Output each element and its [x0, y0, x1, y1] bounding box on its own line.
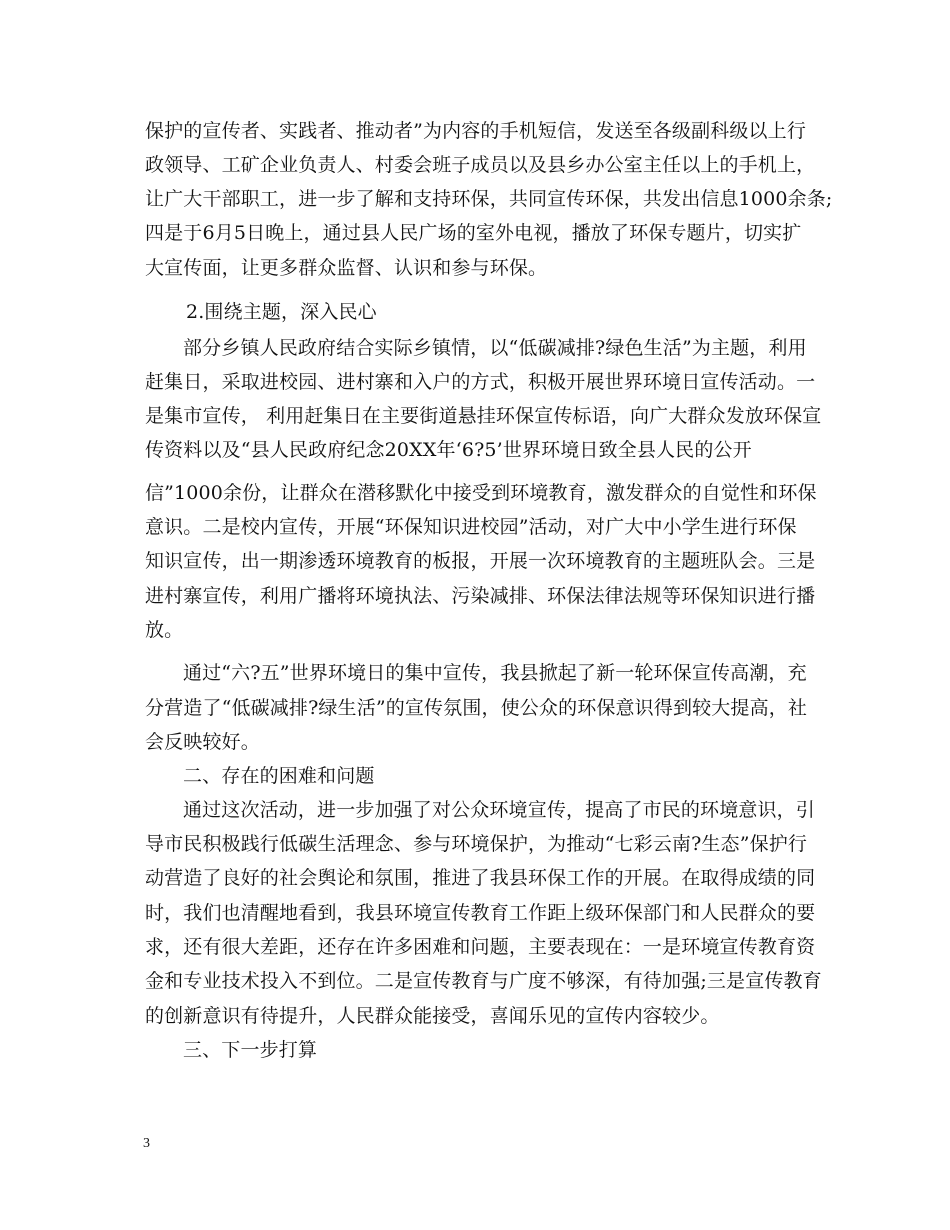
paragraph-line: 传资料以及“县人民政府纪念20XX年‘6?5’世界环境日致全县人民的公开: [145, 439, 752, 461]
paragraph-line: 大宣传面，让更多群众监督、认识和参与环保。: [145, 257, 548, 279]
paragraph-line: 动营造了良好的社会舆论和氛围，推进了我县环保工作的开展。在取得成绩的同: [145, 867, 816, 889]
paragraph-line: 信”1000余份，让群众在潜移默化中接受到环境教育，激发群众的自觉性和环保: [145, 482, 817, 504]
paragraph-line: 进村寨宣传，利用广播将环境执法、污染减排、环保法律法规等环保知识进行播: [145, 585, 816, 607]
paragraph-line: 通过“六?五”世界环境日的集中宣传，我县掀起了新一轮环保宣传高潮，充: [183, 662, 807, 684]
paragraph-line: 通过这次活动，进一步加强了对公众环境宣传，提高了市民的环境意识，引: [183, 799, 815, 821]
paragraph-line: 求，还有很大差距，还存在许多困难和问题，主要表现在：一是环境宣传教育资: [145, 936, 816, 958]
section-heading: 二、存在的困难和问题: [183, 765, 375, 787]
paragraph-line: 部分乡镇人民政府结合实际乡镇情，以“低碳减排?绿色生活”为主题，利用: [183, 337, 807, 359]
section-heading: 2.围绕主题，深入民心: [186, 301, 377, 323]
paragraph-line: 赶集日，采取进校园、进村寨和入户的方式，积极开展世界环境日宣传活动。一: [145, 371, 816, 393]
paragraph-line: 意识。二是校内宣传，开展“环保知识进校园”活动，对广大中小学生进行环保: [145, 516, 797, 538]
paragraph-line: 放。: [145, 619, 184, 641]
paragraph-line: 政领导、工矿企业负责人、村委会班子成员以及县乡办公室主任以上的手机上，: [145, 154, 816, 176]
paragraph-line: 会反映较好。: [145, 731, 260, 753]
paragraph-line: 让广大干部职工，进一步了解和支持环保，共同宣传环保，共发出信息1000余条;: [145, 188, 833, 210]
section-heading: 三、下一步打算: [183, 1039, 318, 1061]
paragraph-line: 四是于6月5日晚上，通过县人民广场的室外电视，播放了环保专题片，切实扩: [145, 222, 802, 244]
paragraph-line: 的创新意识有待提升，人民群众能接受，喜闻乐见的宣传内容较少。: [145, 1005, 720, 1027]
paragraph-line: 分营造了“低碳减排?绿生活”的宣传氛围，使公众的环保意识得到较大提高，社: [145, 697, 808, 719]
paragraph-line: 保护的宣传者、实践者、推动者”为内容的手机短信，发送至各级副科级以上行: [145, 120, 806, 142]
paragraph-line: 时，我们也清醒地看到，我县环境宣传教育工作距上级环保部门和人民群众的要: [145, 902, 816, 924]
paragraph-line: 金和专业技术投入不到位。二是宣传教育与广度不够深，有待加强;三是宣传教育: [145, 970, 822, 992]
paragraph-line: 导市民积极践行低碳生活理念、参与环境保护，为推动“七彩云南?生态”保护行: [145, 833, 808, 855]
paragraph-line: 是集市宣传， 利用赶集日在主要街道悬挂环保宣传标语，向广大群众发放环保宣: [145, 405, 822, 427]
paragraph-line: 知识宣传，出一期渗透环境教育的板报，开展一次环境教育的主题班队会。三是: [145, 550, 816, 572]
page-number: 3: [143, 1136, 150, 1151]
